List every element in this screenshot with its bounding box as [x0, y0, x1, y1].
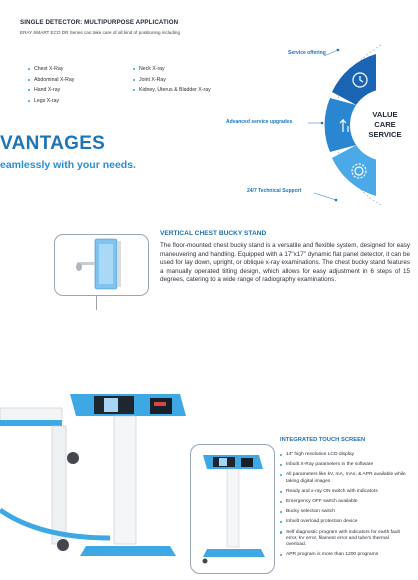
- list-item: Bucky selection switch: [280, 509, 410, 515]
- label-technical-support: 24/7 Technical Support: [247, 188, 302, 194]
- touch-console: [70, 394, 186, 556]
- chest-stand-illustration: [55, 235, 150, 297]
- list-item: Abdominal X-Ray: [28, 77, 74, 88]
- list-item: 14" high resolution LCD display: [280, 452, 410, 458]
- touch-screen-title: INTEGRATED TOUCH SCREEN: [280, 437, 366, 443]
- list-item: Kidney, Uterus & Bladder X-ray: [133, 87, 211, 98]
- touch-screen-illustration: [191, 445, 276, 575]
- advantages-heading: VANTAGES: [0, 133, 106, 154]
- intro-text: ERAY SMART ECO DR Series can take care of all kind of positioning including: [20, 30, 181, 35]
- application-list-right: [133, 66, 211, 98]
- title-line: SERVICE: [368, 130, 402, 139]
- list-item: Self diagnostic program with indicators for earth fault error, kV error, filament error and tube's thermal overload.: [280, 530, 410, 549]
- list-item: Chest X-Ray: [28, 66, 74, 77]
- chest-stand-title: VERTICAL CHEST BUCKY STAND: [160, 230, 267, 237]
- title-line: CARE: [374, 120, 396, 129]
- list-item: All parameters like kV, mA, mAs, & APR available while taking digital images: [280, 472, 410, 484]
- application-list-left: [28, 66, 74, 108]
- list-item: Ready and x-ray ON switch with indicators: [280, 489, 410, 495]
- connector-line: [96, 296, 97, 310]
- advantages-tagline: eamlessly with your needs.: [0, 159, 136, 171]
- list-item: Joint X-Ray: [133, 77, 211, 88]
- list-item: APR program is more than 1200 programs: [280, 552, 410, 558]
- list-item: Inbuilt overload protection device: [280, 519, 410, 525]
- list-item: Legs X-ray: [28, 98, 74, 109]
- label-advanced-upgrades: Advanced service upgrades: [226, 119, 293, 125]
- section-heading-single-detector: SINGLE DETECTOR: MULTIPURPOSE APPLICATION: [20, 19, 179, 26]
- touch-screen-feature-list: [280, 452, 410, 558]
- list-item: Hand X-ray: [28, 87, 74, 98]
- list-item: Neck X-ray: [133, 66, 211, 77]
- value-care-service-title: [355, 110, 415, 140]
- label-service-offering: Service offering: [288, 50, 326, 56]
- xray-table-illustration: [0, 360, 190, 580]
- list-item: Emergency OFF switch available: [280, 499, 410, 505]
- list-item: Inbuilt X-Ray parameters in the software: [280, 462, 410, 468]
- chest-stand-description: The floor-mounted chest bucky stand is a versatile and flexible system, designed for easy maneuvering and handling. Equipped with a 17"x17" dynamic flat panel detector, it can be used for lay down, upright, or oblique x-ray examinations. The chest bucky stand features a manually operated tilting design, which allows for easy adjustment in 6 steps of 15 degrees, catering to a wide range of radiography examinations.: [160, 242, 410, 284]
- chest-stand-image-frame: [54, 234, 149, 296]
- touch-screen-image-frame: [190, 444, 275, 574]
- title-line: VALUE: [372, 110, 398, 119]
